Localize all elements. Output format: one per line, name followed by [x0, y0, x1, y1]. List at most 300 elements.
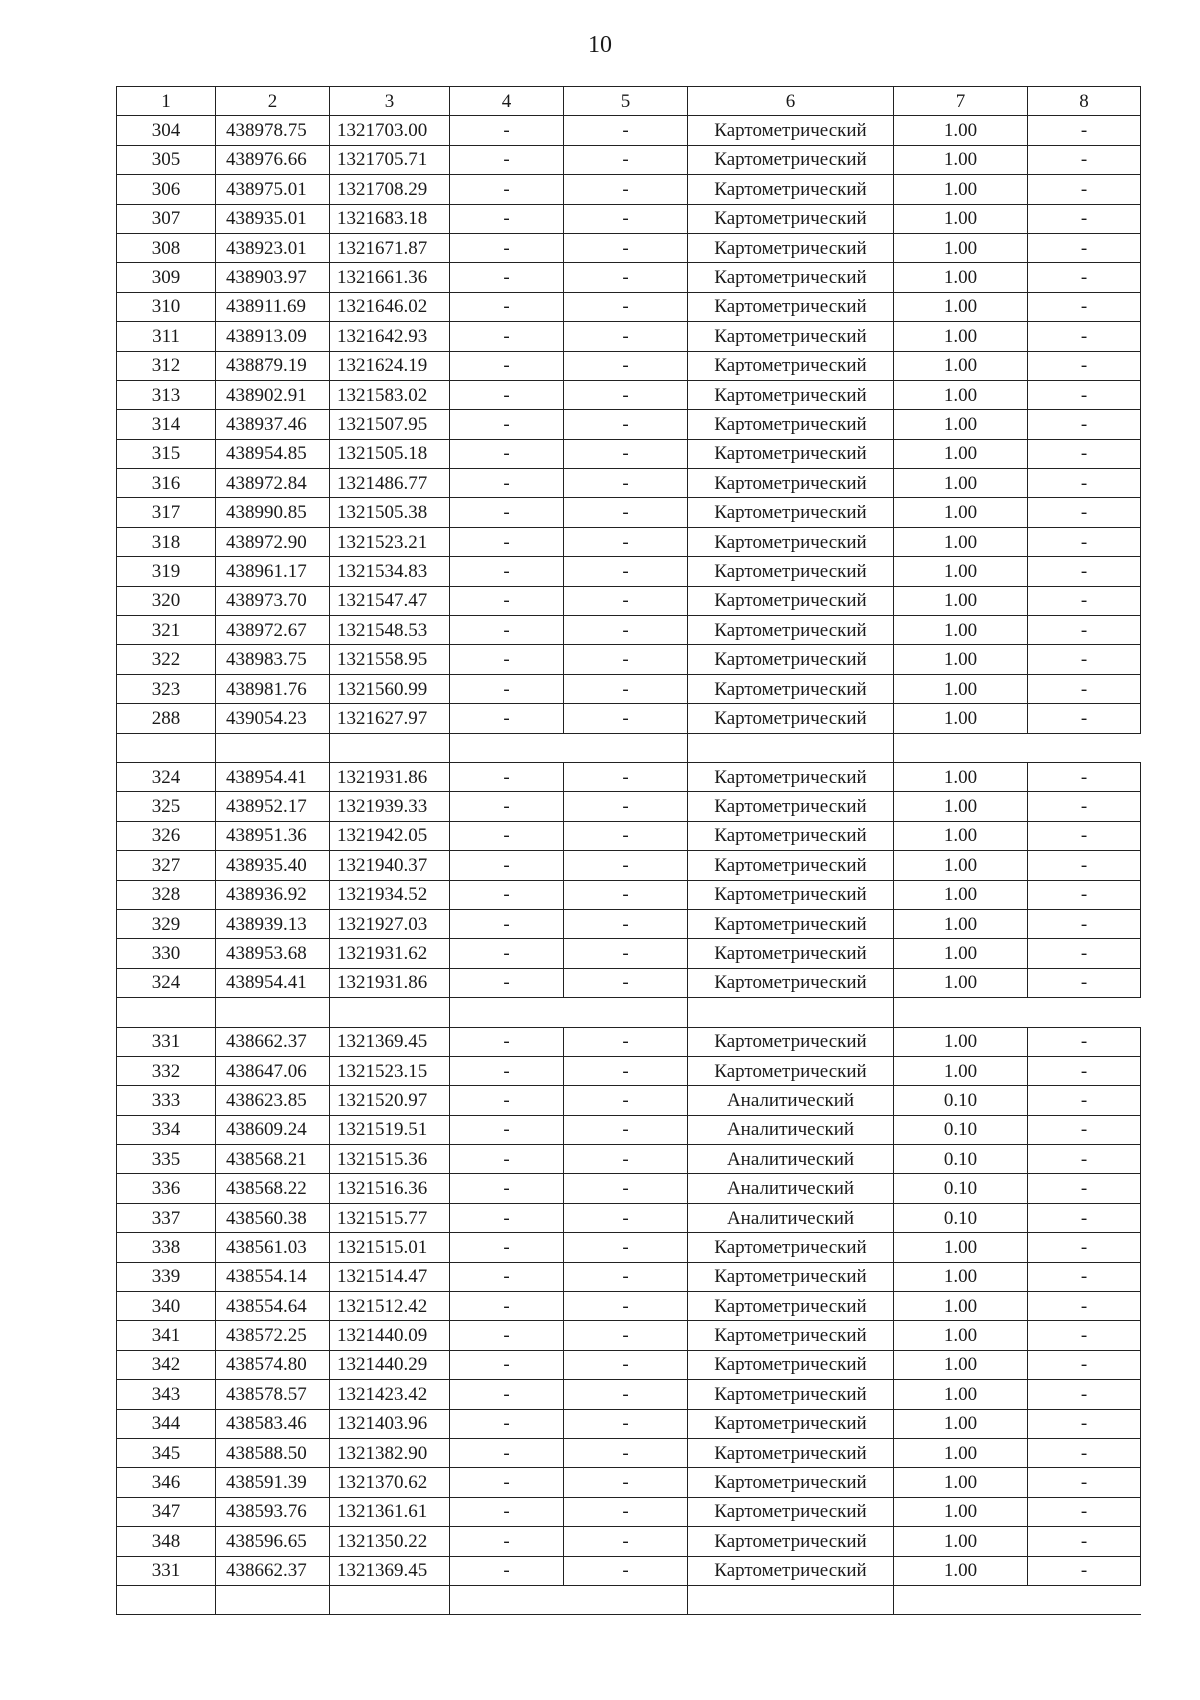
table-cell: - [1028, 351, 1141, 380]
table-cell: Картометрический [688, 204, 894, 233]
table-cell: Аналитический [688, 1203, 894, 1232]
table-row [117, 1027, 1141, 1056]
table-cell: - [1028, 1233, 1141, 1262]
table-cell: Картометрический [688, 263, 894, 292]
table-cell: - [564, 145, 688, 174]
table-cell: Картометрический [688, 1321, 894, 1350]
page-number: 10 [588, 32, 612, 58]
table-cell: - [564, 792, 688, 821]
table-cell: 336 [117, 1174, 216, 1203]
table-cell: 327 [117, 851, 216, 880]
table-cell: - [564, 1292, 688, 1321]
table-row [117, 1380, 1141, 1409]
table-row [117, 645, 1141, 674]
table-cell: - [1028, 1438, 1141, 1467]
table-cell: - [450, 380, 564, 409]
table-cell: 315 [117, 439, 216, 468]
table-cell: 438561.03 [216, 1233, 330, 1262]
table-cell: 438623.85 [216, 1086, 330, 1115]
table-cell: 312 [117, 351, 216, 380]
table-cell: - [450, 1468, 564, 1497]
header-cell: 5 [564, 87, 688, 116]
table-row [117, 939, 1141, 968]
table-cell [450, 733, 564, 762]
table-cell: Картометрический [688, 527, 894, 556]
table-row [117, 1262, 1141, 1291]
table-cell: 1.00 [894, 1233, 1028, 1262]
table-cell: - [564, 527, 688, 556]
table-cell: - [564, 1438, 688, 1467]
table-cell: 1321624.19 [330, 351, 450, 380]
table-cell: 333 [117, 1086, 216, 1115]
table-cell: - [564, 909, 688, 938]
table-cell: 1.00 [894, 527, 1028, 556]
table-cell: Картометрический [688, 557, 894, 586]
table-cell: - [564, 1409, 688, 1438]
table-cell: 1.00 [894, 1527, 1028, 1556]
table-cell: 1.00 [894, 263, 1028, 292]
table-cell: Картометрический [688, 469, 894, 498]
table-cell: 342 [117, 1350, 216, 1379]
table-cell: Картометрический [688, 968, 894, 997]
table-cell: - [564, 1497, 688, 1526]
table-cell: Картометрический [688, 1527, 894, 1556]
table-cell: - [450, 1233, 564, 1262]
table-cell: Картометрический [688, 1497, 894, 1526]
table-cell: 438647.06 [216, 1056, 330, 1085]
table-cell: Картометрический [688, 1380, 894, 1409]
table-cell: 330 [117, 939, 216, 968]
table-cell: - [450, 410, 564, 439]
table-cell [117, 998, 216, 1027]
table-cell: Картометрический [688, 498, 894, 527]
table-row [117, 851, 1141, 880]
table-cell: 1.00 [894, 380, 1028, 409]
table-cell: 438662.37 [216, 1556, 330, 1585]
table-cell: 1.00 [894, 439, 1028, 468]
table-cell: 1321683.18 [330, 204, 450, 233]
table-cell: 1.00 [894, 968, 1028, 997]
table-cell: 438990.85 [216, 498, 330, 527]
table-cell: 438939.13 [216, 909, 330, 938]
table-cell: - [1028, 263, 1141, 292]
table-cell: Картометрический [688, 439, 894, 468]
table-row [117, 233, 1141, 262]
table-cell: Картометрический [688, 233, 894, 262]
table-row [117, 1409, 1141, 1438]
table-row [117, 175, 1141, 204]
table-cell: 1.00 [894, 116, 1028, 145]
table-cell: - [450, 1056, 564, 1085]
table-cell: - [450, 792, 564, 821]
table-cell: 1.00 [894, 586, 1028, 615]
table-cell [216, 1585, 330, 1614]
table-cell: 1321934.52 [330, 880, 450, 909]
table-cell: - [1028, 439, 1141, 468]
table-cell: 345 [117, 1438, 216, 1467]
table-cell: 438662.37 [216, 1027, 330, 1056]
table-cell: 438935.40 [216, 851, 330, 880]
table-cell: Картометрический [688, 1438, 894, 1467]
table-row [117, 1203, 1141, 1232]
table-row [117, 1056, 1141, 1085]
table-cell: 438983.75 [216, 645, 330, 674]
table-cell: 1.00 [894, 1497, 1028, 1526]
table-cell: Картометрический [688, 762, 894, 791]
table-cell: - [450, 1115, 564, 1144]
table-separator-row [117, 1585, 1141, 1614]
table-cell [117, 733, 216, 762]
table-cell: 1.00 [894, 1350, 1028, 1379]
table-cell: Картометрический [688, 586, 894, 615]
table-cell: 325 [117, 792, 216, 821]
table-cell: 316 [117, 469, 216, 498]
table-row [117, 527, 1141, 556]
header-cell: 2 [216, 87, 330, 116]
table-cell: 1321642.93 [330, 322, 450, 351]
table-cell: Картометрический [688, 1233, 894, 1262]
table-cell: 438911.69 [216, 292, 330, 321]
table-cell: 438975.01 [216, 175, 330, 204]
table-cell: - [450, 1350, 564, 1379]
table-cell: Картометрический [688, 1556, 894, 1585]
table-cell [330, 998, 450, 1027]
table-cell: 1.00 [894, 1409, 1028, 1438]
table-cell: 1321548.53 [330, 616, 450, 645]
table-cell: 1.00 [894, 704, 1028, 733]
table-cell: 438951.36 [216, 821, 330, 850]
table-cell: 438554.14 [216, 1262, 330, 1291]
table-row [117, 145, 1141, 174]
table-cell: - [1028, 1174, 1141, 1203]
table-row [117, 704, 1141, 733]
table-cell: 438572.25 [216, 1321, 330, 1350]
table-cell: - [1028, 762, 1141, 791]
table-cell: 326 [117, 821, 216, 850]
table-cell [688, 1585, 894, 1614]
table-cell: 1321931.86 [330, 762, 450, 791]
table-cell: Аналитический [688, 1174, 894, 1203]
table-cell: 1.00 [894, 939, 1028, 968]
table-cell [216, 998, 330, 1027]
table-cell: 1.00 [894, 1438, 1028, 1467]
table-cell: 1321523.15 [330, 1056, 450, 1085]
table-row [117, 1145, 1141, 1174]
table-cell: Картометрический [688, 1468, 894, 1497]
table-cell: - [450, 968, 564, 997]
table-cell: - [564, 968, 688, 997]
table-cell: 334 [117, 1115, 216, 1144]
table-cell: 1.00 [894, 1321, 1028, 1350]
header-cell: 1 [117, 87, 216, 116]
table-cell: 1321708.29 [330, 175, 450, 204]
table-cell: 331 [117, 1027, 216, 1056]
table-cell: 0.10 [894, 1174, 1028, 1203]
table-cell [564, 733, 688, 762]
table-cell: 1321515.36 [330, 1145, 450, 1174]
table-cell: - [1028, 821, 1141, 850]
table-cell: - [450, 1174, 564, 1203]
table-row [117, 380, 1141, 409]
table-cell: - [564, 1468, 688, 1497]
table-row [117, 292, 1141, 321]
table-cell: 1321671.87 [330, 233, 450, 262]
table-cell: 1321583.02 [330, 380, 450, 409]
table-cell: - [1028, 1321, 1141, 1350]
table-cell: 438954.41 [216, 968, 330, 997]
table-cell: - [564, 1115, 688, 1144]
coordinates-table [116, 86, 1141, 1615]
table-cell: - [564, 351, 688, 380]
table-cell [450, 1585, 564, 1614]
table-cell: 1.00 [894, 233, 1028, 262]
table-cell [1028, 1585, 1141, 1614]
table-cell: 0.10 [894, 1086, 1028, 1115]
table-cell: - [1028, 1086, 1141, 1115]
table-cell: 307 [117, 204, 216, 233]
table-cell: - [450, 292, 564, 321]
table-cell: 1.00 [894, 469, 1028, 498]
table-cell: 438961.17 [216, 557, 330, 586]
table-cell: 319 [117, 557, 216, 586]
table-cell: - [564, 880, 688, 909]
table-cell: 304 [117, 116, 216, 145]
table-cell: 1321440.29 [330, 1350, 450, 1379]
table-cell: - [564, 204, 688, 233]
table-cell: - [450, 469, 564, 498]
table-cell: Картометрический [688, 674, 894, 703]
table-cell: - [564, 292, 688, 321]
header-cell: 4 [450, 87, 564, 116]
table-cell: 1321440.09 [330, 1321, 450, 1350]
table-cell: - [1028, 968, 1141, 997]
table-cell [1028, 733, 1141, 762]
table-cell: 1.00 [894, 792, 1028, 821]
table-row [117, 1556, 1141, 1585]
table-cell: - [564, 704, 688, 733]
table-cell: 1.00 [894, 909, 1028, 938]
table-cell: Картометрический [688, 792, 894, 821]
table-cell: Аналитический [688, 1086, 894, 1115]
table-cell: 1321515.01 [330, 1233, 450, 1262]
table-cell: - [1028, 145, 1141, 174]
table-row [117, 1468, 1141, 1497]
table-cell: - [564, 1174, 688, 1203]
table-row [117, 1497, 1141, 1526]
table-cell: - [450, 1321, 564, 1350]
table-cell: - [1028, 410, 1141, 439]
table-cell: 438973.70 [216, 586, 330, 615]
table-cell: 1321705.71 [330, 145, 450, 174]
table-cell: 438560.38 [216, 1203, 330, 1232]
table-cell: 438953.68 [216, 939, 330, 968]
table-cell: 348 [117, 1527, 216, 1556]
table-cell: 338 [117, 1233, 216, 1262]
table-cell: - [450, 439, 564, 468]
table-cell [688, 733, 894, 762]
table-row [117, 469, 1141, 498]
table-cell: 1.00 [894, 410, 1028, 439]
table-cell: - [450, 322, 564, 351]
table-cell: Картометрический [688, 704, 894, 733]
table-cell: Картометрический [688, 145, 894, 174]
table-cell: 438609.24 [216, 1115, 330, 1144]
table-cell: - [450, 233, 564, 262]
table-cell: - [564, 1233, 688, 1262]
table-row [117, 792, 1141, 821]
table-cell: - [564, 1056, 688, 1085]
table-cell: 1.00 [894, 645, 1028, 674]
table-cell: 1.00 [894, 674, 1028, 703]
table-cell: - [564, 1527, 688, 1556]
table-cell: Картометрический [688, 645, 894, 674]
table-cell [688, 998, 894, 1027]
table-cell: 1321942.05 [330, 821, 450, 850]
table-cell: 1321627.97 [330, 704, 450, 733]
table-row [117, 968, 1141, 997]
table-cell: 332 [117, 1056, 216, 1085]
table-cell: Картометрический [688, 1350, 894, 1379]
table-cell: - [1028, 851, 1141, 880]
table-cell [1028, 998, 1141, 1027]
table-cell: - [564, 263, 688, 292]
table-cell: 438596.65 [216, 1527, 330, 1556]
table-cell: Картометрический [688, 821, 894, 850]
table-cell: 340 [117, 1292, 216, 1321]
table-cell: 1321512.42 [330, 1292, 450, 1321]
table-cell: 438972.84 [216, 469, 330, 498]
table-cell: - [450, 880, 564, 909]
table-cell: 1321931.62 [330, 939, 450, 968]
table-cell: Картометрический [688, 351, 894, 380]
table-cell: 1.00 [894, 1056, 1028, 1085]
table-cell [894, 998, 1028, 1027]
table-cell: 1321505.38 [330, 498, 450, 527]
table-cell: 306 [117, 175, 216, 204]
table-separator-row [117, 733, 1141, 762]
table-cell: - [564, 1262, 688, 1291]
table-cell: - [450, 557, 564, 586]
table-cell: 438954.85 [216, 439, 330, 468]
table-cell [450, 998, 564, 1027]
table-cell: Картометрический [688, 292, 894, 321]
table-cell: 1321940.37 [330, 851, 450, 880]
table-cell: 1.00 [894, 1380, 1028, 1409]
table-cell: 305 [117, 145, 216, 174]
table-cell: 329 [117, 909, 216, 938]
table-cell: 1321520.97 [330, 1086, 450, 1115]
table-cell: 314 [117, 410, 216, 439]
table-cell: - [1028, 527, 1141, 556]
table-cell: Картометрический [688, 939, 894, 968]
table-cell: - [564, 1203, 688, 1232]
table-cell: 318 [117, 527, 216, 556]
table-cell: - [564, 851, 688, 880]
table-cell: - [1028, 498, 1141, 527]
table-cell: - [564, 410, 688, 439]
table-cell: 438937.46 [216, 410, 330, 439]
table-cell: 1321523.21 [330, 527, 450, 556]
table-cell: 1321560.99 [330, 674, 450, 703]
table-cell: 317 [117, 498, 216, 527]
table-cell: - [450, 1409, 564, 1438]
table-cell: 324 [117, 968, 216, 997]
table-cell: - [1028, 322, 1141, 351]
table-cell: - [450, 1262, 564, 1291]
table-cell: Картометрический [688, 1409, 894, 1438]
header-cell: 3 [330, 87, 450, 116]
table-cell: - [1028, 880, 1141, 909]
table-cell: - [564, 645, 688, 674]
table-cell: Картометрический [688, 410, 894, 439]
table-row [117, 1292, 1141, 1321]
table-cell: - [450, 1556, 564, 1585]
table-cell: 346 [117, 1468, 216, 1497]
table-cell: - [450, 116, 564, 145]
table-cell: - [450, 1380, 564, 1409]
table-cell: - [1028, 1556, 1141, 1585]
table-cell: - [564, 1027, 688, 1056]
table-cell: 438588.50 [216, 1438, 330, 1467]
table-cell: 311 [117, 322, 216, 351]
table-cell: - [1028, 1497, 1141, 1526]
table-cell: 438923.01 [216, 233, 330, 262]
table-cell: 1321661.36 [330, 263, 450, 292]
table-cell: - [450, 1203, 564, 1232]
table-cell: - [1028, 586, 1141, 615]
table-cell: - [1028, 1292, 1141, 1321]
table-cell: 1321703.00 [330, 116, 450, 145]
table-cell: 309 [117, 263, 216, 292]
table-cell: 0.10 [894, 1203, 1028, 1232]
table-cell: 1.00 [894, 616, 1028, 645]
table-body [117, 87, 1141, 1615]
table-row [117, 674, 1141, 703]
table-cell: 328 [117, 880, 216, 909]
table-cell: 438591.39 [216, 1468, 330, 1497]
table-cell: - [450, 1292, 564, 1321]
table-cell: - [1028, 116, 1141, 145]
table-row [117, 616, 1141, 645]
table-cell: - [564, 1145, 688, 1174]
table-cell: 320 [117, 586, 216, 615]
table-cell: - [1028, 1380, 1141, 1409]
table-cell: - [564, 233, 688, 262]
table-cell [216, 733, 330, 762]
table-row [117, 1321, 1141, 1350]
table-cell: 1321516.36 [330, 1174, 450, 1203]
table-cell: - [1028, 1527, 1141, 1556]
table-cell: - [450, 851, 564, 880]
table-cell: Аналитический [688, 1115, 894, 1144]
table-cell: 438568.22 [216, 1174, 330, 1203]
table-cell: 344 [117, 1409, 216, 1438]
table-cell: - [564, 557, 688, 586]
table-cell: Картометрический [688, 616, 894, 645]
table-cell: - [1028, 380, 1141, 409]
table-cell: - [1028, 645, 1141, 674]
table-row [117, 439, 1141, 468]
table-cell: 1.00 [894, 1262, 1028, 1291]
table-cell: Картометрический [688, 1292, 894, 1321]
table-row [117, 498, 1141, 527]
table-cell: 0.10 [894, 1145, 1028, 1174]
table-cell: - [564, 175, 688, 204]
table-row [117, 1527, 1141, 1556]
table-cell: 438972.90 [216, 527, 330, 556]
table-cell: Картометрический [688, 880, 894, 909]
table-cell: - [564, 762, 688, 791]
